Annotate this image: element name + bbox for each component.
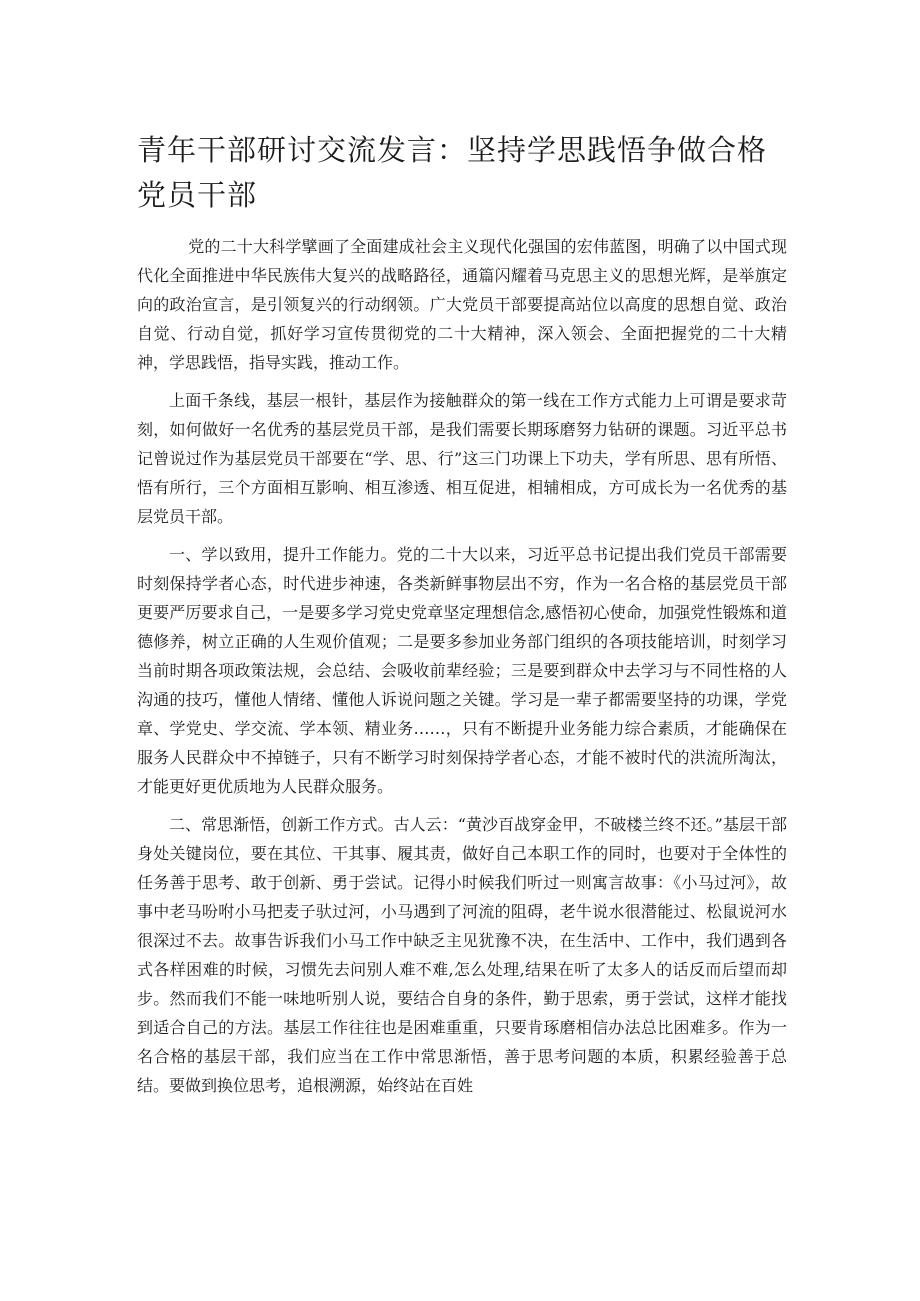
paragraph-background: 上面千条线，基层一根针，基层作为接触群众的第一线在工作方式能力上可谓是要求苛刻，如何做好一名优秀的基层党员干部，是我们需要长期琢磨努力钻研的课题。习近平总书记曾说过作为基层党员干部要在“学、思、行”这三门功课上下功夫，学有所思、思有所悟、悟有所行，三个方面相互影响、相互渗透、相互促进，相辅相成，方可成长为一名优秀的基层党员干部。	[137, 391, 787, 526]
document-body	[137, 232, 787, 1109]
document-title: 青年干部研讨交流发言：坚持学思践悟争做合格党员干部	[137, 133, 768, 212]
paragraph-intro: 党的二十大科学擘画了全面建成社会主义现代化强国的宏伟蓝图，明确了以中国式现代化全面推进中华民族伟大复兴的战略路径，通篇闪耀着马克思主义的思想光辉，是举旗定向的政治宣言，是引领复兴的行动纲领。广大党员干部要提高站位以高度的思想自觉、政治自觉、行动自觉，抓好学习宣传贯彻党的二十大精神，深入领会、全面把握党的二十大精神，学思践悟，指导实践，推动工作。	[137, 237, 787, 372]
paragraph-section-two: 二、常思渐悟，创新工作方式。古人云：“黄沙百战穿金甲，不破楼兰终不还。”基层干部身处关键岗位，要在其位、干其事、履其责，做好自己本职工作的同时，也要对于全体性的任务善于思考、敢于创新、勇于尝试。记得小时候我们听过一则寓言故事：《小马过河》，故事中老马吩咐小马把麦子驮过河，小马遇到了河流的阻碍，老牛说水很潜能过、松鼠说河水很深过不去。故事告诉我们小马工作中缺乏主见犹豫不决，在生活中、工作中，我们遇到各式各样困难的时候，习惯先去问别人难不难,怎么处理,结果在听了太多人的话反而后望而却步。然而我们不能一味地听别人说，要结合自身的条件，勤于思索，勇于尝试，这样才能找到适合自己的方法。基层工作往往也是困难重重，只要肯琢磨相信办法总比困难多。作为一名合格的基层干部，我们应当在工作中常思渐悟，善于思考问题的本质，积累经验善于总结。要做到换位思考，追根溯源，始终站在百姓	[137, 815, 787, 1095]
paragraph-section-one: 一、学以致用，提升工作能力。党的二十大以来，习近平总书记提出我们党员干部需要时刻保持学者心态，时代进步神速，各类新鲜事物层出不穷，作为一名合格的基层党员干部更要严厉要求自己，一是要多学习党史党章坚定理想信念,感悟初心使命，加强党性锻炼和道德修养，树立正确的人生观价值观；二是要多参加业务部门组织的各项技能培训，时刻学习当前时期各项政策法规，会总结、会吸收前辈经验；三是要到群众中去学习与不同性格的人沟通的技巧，懂他人情绪、懂他人诉说问题之关键。学习是一辈子都需要坚持的功课，学党章、学党史、学交流、学本领、精业务……，只有不断提升业务能力综合素质，才能确保在服务人民群众中不掉链子，只有不断学习时刻保持学者心态，才能不被时代的洪流所淘汰，才能更好更优质地为人民群众服务。	[137, 545, 787, 796]
